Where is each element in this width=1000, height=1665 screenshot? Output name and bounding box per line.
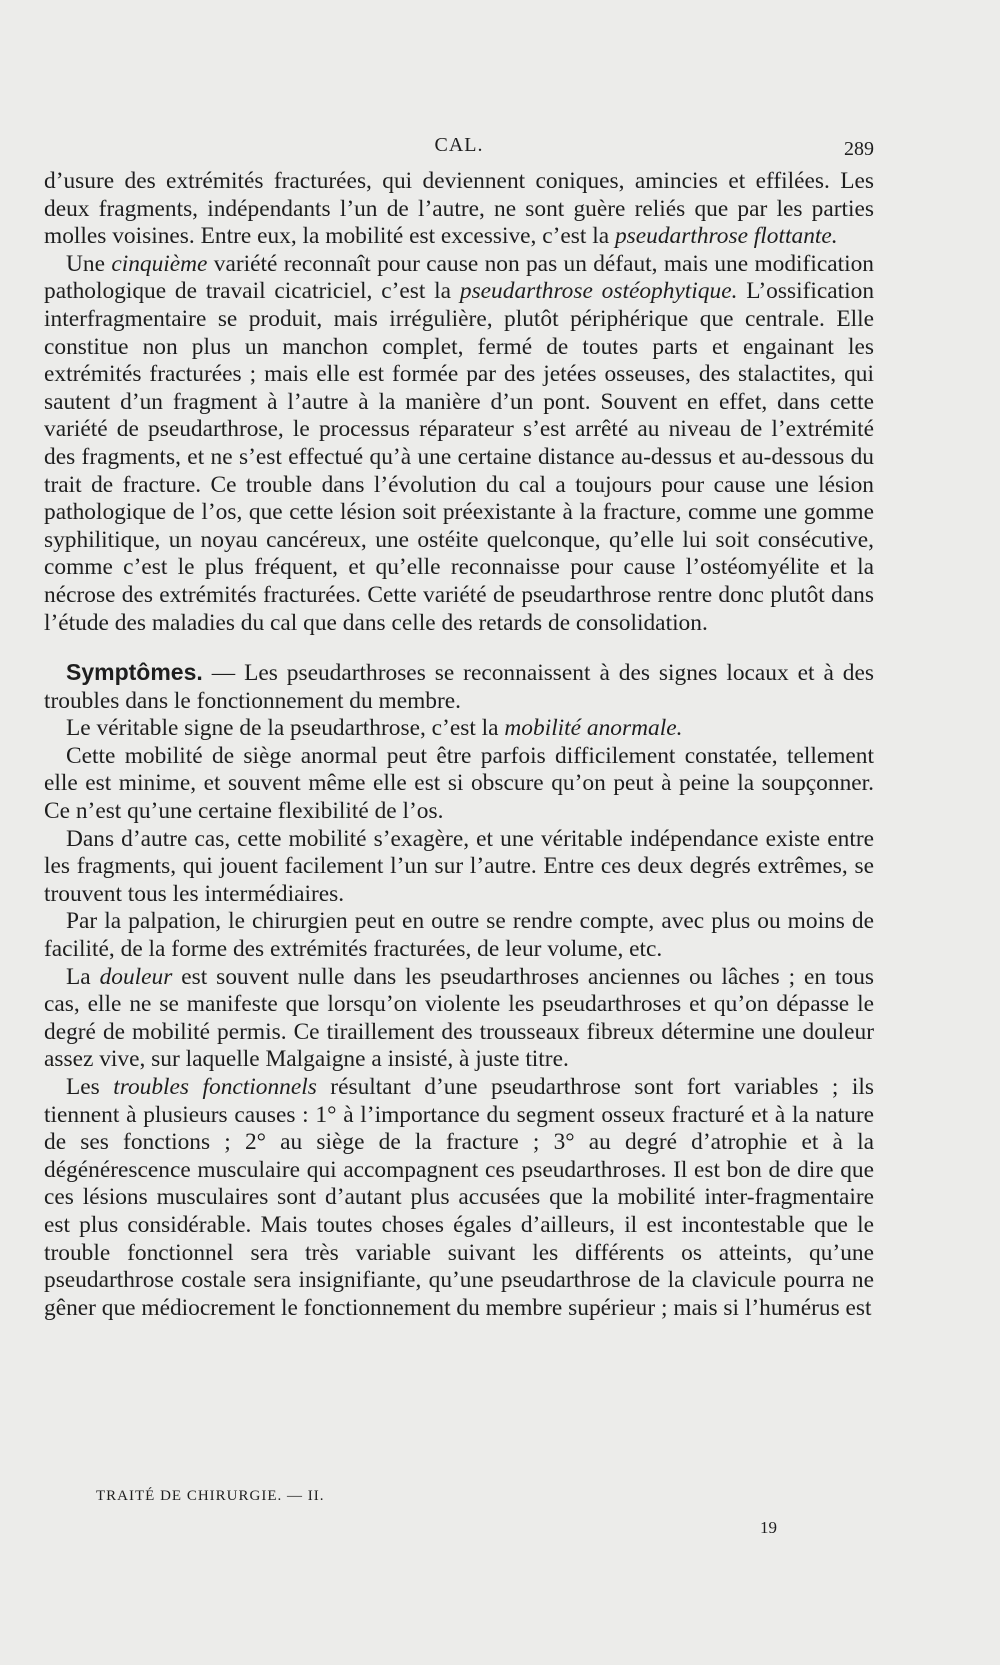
running-head: CAL.	[434, 134, 484, 156]
paragraph-2	[44, 251, 874, 637]
page-footer	[96, 1488, 846, 1548]
signature-mark: 19	[760, 1518, 777, 1537]
paragraph-1	[44, 168, 874, 251]
paragraph-text: Une	[66, 250, 112, 277]
italic-term: mobilité anormale.	[504, 715, 683, 742]
paragraph-text: Le véritable signe de la pseudarthrose, c’est la	[66, 715, 505, 742]
paragraph-text: est souvent nulle dans les pseudarthroses anciennes ou lâches ; en tous cas, elle ne se manifeste que lorsqu’on violente les pseudarthroses et qu’on dépasse le degré de mobilité permis. Ce tiraillement des trousseaux fibreux détermine une douleur assez vive, sur laquelle Malgaigne a insisté, à juste titre.	[44, 963, 874, 1073]
paragraph-6	[44, 826, 874, 909]
italic-term: pseudarthrose ostéophytique.	[459, 278, 738, 305]
paragraph-symptoms	[44, 659, 874, 715]
book-title: TRAITÉ DE CHIRURGIE. — II.	[96, 1488, 325, 1504]
page-number: 289	[844, 138, 874, 160]
italic-term: pseudarthrose flottante.	[614, 223, 838, 250]
paragraph-text: — Les pseudarthroses se reconnaissent à des signes locaux et à des troubles dans le fonctionnement du membre.	[44, 660, 874, 714]
italic-term: douleur	[99, 963, 173, 990]
paragraph-text: Par la palpation, le chirurgien peut en outre se rendre compte, avec plus ou moins de facilité, de la forme des extrémités fracturées, de leur volume, etc.	[44, 908, 874, 963]
paragraph-7	[44, 908, 874, 963]
section-title: Symptômes.	[66, 659, 203, 686]
paragraph-text: Les	[66, 1074, 114, 1100]
paragraph-text: Cette mobilité de siège anormal peut être parfois difficilement constatée, tellement elle est minime, et souvent même elle est si obscure qu’on peut à peine la soupçonner. Ce n’est qu’une certaine flexibilité de l’os.	[44, 742, 874, 825]
paragraph-text: La	[66, 963, 100, 990]
paragraph-8	[44, 964, 874, 1074]
paragraph-text: d’usure des extrémités fracturées, qui deviennent coniques, amincies et effilées. Les deux fragments, indépendants l’un de l’autre, ne sont guère reliés que par les parties molles voisines. Entre eux, la mobilité est excessive, c’est la	[44, 168, 874, 250]
paragraph-text: L’ossification interfragmentaire se produit, mais irrégulière, plutôt périphérique que centrale. Elle constitue non plus un manchon complet, fermé de toutes parts et engainant les extrémités fracturées ; mais elle est formée par des jetées osseuses, des stalactites, qui sautent d’un fragment à l’autre à la manière d’un pont. Souvent en effet, dans cette variété de pseudarthrose, le processus réparateur s’est arrêté au niveau de l’extrémité des fragments, et ne s’est effectué qu’à une certaine distance au-dessus et au-dessous du trait de fracture. Ce trouble dans l’évolution du cal a toujours pour cause une lésion pathologique de l’os, que cette lésion soit préexistante à la fracture, comme une gomme syphilitique, un noyau cancéreux, une ostéite quelconque, qu’elle lui soit consécutive, comme c’est le plus fréquent, et qu’elle reconnaisse pour cause l’ostéomyélite et la nécrose des extrémités fracturées. Cette variété de pseudarthrose rentre donc plutôt dans l’étude des maladies du cal que dans celle des retards de consolidation.	[44, 278, 875, 636]
paragraph-9	[44, 1074, 874, 1322]
italic-term: troubles fonctionnels	[113, 1074, 317, 1100]
paragraph-5	[44, 743, 874, 826]
paragraph-text: résultant d’une pseudarthrose sont fort variables ; ils tiennent à plusieurs causes : 1° à l’importance du segment osseux fracturé et à la nature de ses fonctions ; 2° au siège de la fracture ; 3° au degré d’atrophie et à la dégénérescence musculaire qui accompagnent ces pseudarthroses. Il est bon de dire que ces lésions musculaires sont d’autant plus accusées que la mobilité inter-fragmentaire est plus considérable. Mais toutes choses égales d’ailleurs, il est incontestable que le trouble fonctionnel sera très variable suivant les différents os atteints, qu’une pseudarthrose costale sera insignifiante, qu’une pseudarthrose de la clavicule pourra ne gêner que médiocrement le fonctionnement du membre supérieur ; mais si l’humérus est	[44, 1074, 874, 1321]
paragraph-text: variété reconnaît pour cause non pas un défaut, mais une modification pathologique de travail cicatriciel, c’est la	[44, 250, 874, 305]
page-header	[44, 134, 874, 164]
paragraph-text: Dans d’autre cas, cette mobilité s’exagère, et une véritable indépendance existe entre les fragments, qui jouent facilement l’un sur l’autre. Entre ces deux degrés extrêmes, se trouvent tous les intermédiaires.	[44, 825, 874, 907]
italic-term: cinquième	[111, 250, 208, 277]
paragraph-4	[44, 715, 874, 743]
body-text	[44, 168, 874, 1322]
